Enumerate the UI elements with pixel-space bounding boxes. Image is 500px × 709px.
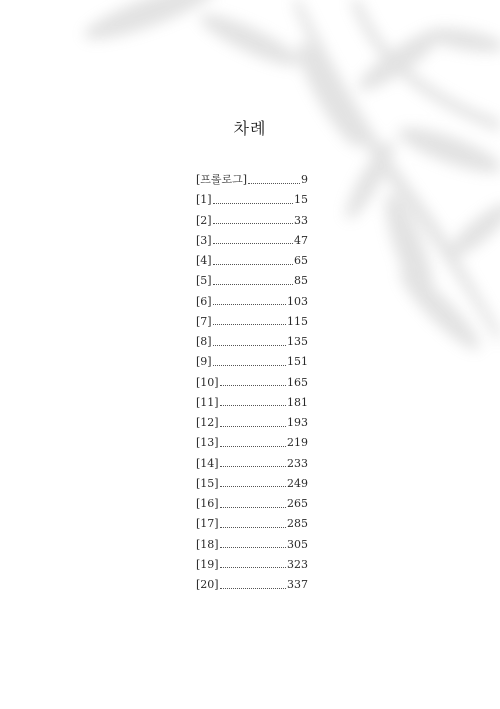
toc-entry-page-number: 265 [287, 497, 308, 510]
toc-entry-page-number: 219 [287, 436, 308, 450]
toc-entry [196, 373, 308, 393]
toc-entry [196, 170, 308, 190]
toc-entry-label: [7] [196, 314, 212, 328]
dot-leader [213, 304, 286, 305]
toc-entry-page-number: 323 [287, 557, 308, 571]
toc-entry [196, 454, 308, 474]
dot-leader [220, 486, 286, 487]
toc-entry [196, 251, 308, 271]
toc-entry [196, 514, 308, 534]
toc-entry [196, 190, 308, 210]
toc-entry [196, 292, 308, 312]
toc-entry-label: [19] [196, 557, 219, 571]
toc-entry [196, 312, 308, 332]
toc-entry-page-number: 15 [294, 193, 308, 207]
dot-leader [213, 243, 293, 244]
toc-entry-label: [3] [196, 233, 212, 247]
dot-leader [220, 446, 286, 447]
dot-leader [220, 405, 286, 406]
dot-leader [220, 547, 286, 548]
toc-entry-label: [13] [196, 436, 219, 450]
toc-entry-label: [12] [196, 416, 219, 429]
toc-entry-label: [5] [196, 274, 212, 288]
toc-entry [196, 575, 308, 595]
toc-entry [196, 474, 308, 494]
toc-entry [196, 433, 308, 453]
toc-entry-page-number: 285 [287, 517, 308, 531]
toc-entry-page-number: 85 [294, 274, 308, 288]
dot-leader [213, 203, 293, 204]
toc-entry [196, 211, 308, 231]
toc-entry [196, 332, 308, 352]
toc-entry-label: [6] [196, 294, 212, 308]
toc-entry-label: [8] [196, 335, 212, 348]
dot-leader [220, 527, 286, 528]
toc-entry-label: [14] [196, 456, 219, 470]
dot-leader [220, 466, 286, 467]
toc-entry-page-number: 337 [287, 578, 308, 591]
toc-entry-page-number: 151 [287, 355, 308, 369]
toc-entry-page-number: 115 [287, 314, 308, 328]
toc-entry-label: [17] [196, 517, 219, 531]
toc-entry-page-number: 305 [287, 537, 308, 551]
toc-entry-page-number: 65 [294, 254, 308, 267]
dot-leader [220, 385, 286, 386]
toc-entry-page-number: 103 [287, 294, 308, 308]
toc-entry-label: [9] [196, 355, 212, 369]
toc-entry-page-number: 233 [287, 456, 308, 470]
toc-entry-page-number: 193 [287, 416, 308, 429]
toc-entry-page-number: 33 [294, 213, 308, 227]
toc-entry [196, 352, 308, 372]
toc-entry-page-number: 181 [287, 395, 308, 409]
toc-entry-label: [프롤로그] [196, 173, 248, 186]
toc-entry-label: [20] [196, 578, 219, 591]
toc-entry [196, 271, 308, 291]
toc-entry [196, 555, 308, 575]
toc-entry [196, 494, 308, 514]
toc-list [196, 170, 308, 595]
toc-entry-label: [16] [196, 497, 219, 510]
toc-entry-label: [2] [196, 213, 212, 227]
dot-leader [213, 365, 286, 366]
toc-entry-page-number: 9 [301, 173, 308, 186]
dot-leader [248, 183, 300, 184]
dot-leader [213, 284, 293, 285]
toc-entry-label: [10] [196, 375, 219, 389]
toc-entry [196, 535, 308, 555]
toc-entry-label: [15] [196, 476, 219, 490]
toc-entry-page-number: 165 [287, 375, 308, 389]
toc-entry-label: [18] [196, 537, 219, 551]
dot-leader [220, 567, 286, 568]
toc-entry [196, 393, 308, 413]
dot-leader [220, 588, 286, 589]
toc-entry-label: [4] [196, 254, 212, 267]
toc-entry-label: [1] [196, 193, 212, 207]
dot-leader [213, 264, 293, 265]
dot-leader [213, 324, 286, 325]
toc-title: 차례 [233, 119, 267, 138]
toc-entry-page-number: 249 [287, 476, 308, 490]
toc-entry-page-number: 47 [294, 233, 308, 247]
toc-entry-page-number: 135 [287, 335, 308, 348]
dot-leader [220, 507, 286, 508]
toc-entry [196, 231, 308, 251]
toc-entry [196, 413, 308, 433]
dot-leader [220, 426, 286, 427]
dot-leader [213, 223, 293, 224]
toc-entry-label: [11] [196, 395, 219, 409]
dot-leader [213, 345, 286, 346]
